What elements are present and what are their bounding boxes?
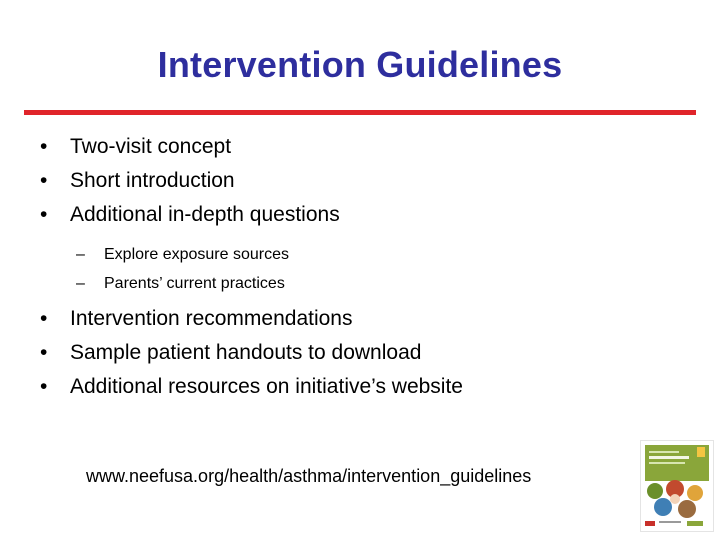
bullet-item — [36, 370, 676, 404]
bullet-text: Intervention recommendations — [70, 307, 353, 330]
cover-image — [641, 441, 713, 531]
bullet-text: Two-visit concept — [70, 135, 232, 158]
bullet-marker: • — [40, 203, 48, 226]
sub-bullet-marker: – — [76, 275, 85, 292]
bullet-item — [36, 302, 676, 336]
sub-bullet-list — [36, 240, 676, 298]
bullet-item — [36, 130, 676, 164]
sub-bullet-marker: – — [76, 246, 85, 263]
bullet-item — [36, 336, 676, 370]
bullet-marker: • — [40, 169, 48, 192]
sub-bullet-text: Explore exposure sources — [104, 246, 289, 263]
bullet-list — [36, 130, 676, 404]
bullet-item — [36, 198, 676, 232]
bullet-text: Additional resources on initiative’s website — [70, 375, 463, 398]
bullet-text: Sample patient handouts to download — [70, 341, 422, 364]
bullet-marker: • — [40, 375, 48, 398]
guidelines-cover-thumbnail — [640, 440, 714, 532]
slide-title: Intervention Guidelines — [157, 44, 563, 85]
bullet-marker: • — [40, 341, 48, 364]
bullet-text: Short introduction — [70, 169, 235, 192]
sub-bullet-text: Parents’ current practices — [104, 275, 285, 292]
sub-bullet-item — [36, 269, 676, 298]
guidelines-url[interactable]: www.neefusa.org/health/asthma/intervention_guidelines — [86, 466, 532, 486]
bullet-text: Additional in-depth questions — [70, 203, 340, 226]
bullet-marker: • — [40, 307, 48, 330]
sub-bullet-item — [36, 240, 676, 269]
bullet-item — [36, 164, 676, 198]
title-divider — [24, 110, 696, 115]
bullet-marker: • — [40, 135, 48, 158]
